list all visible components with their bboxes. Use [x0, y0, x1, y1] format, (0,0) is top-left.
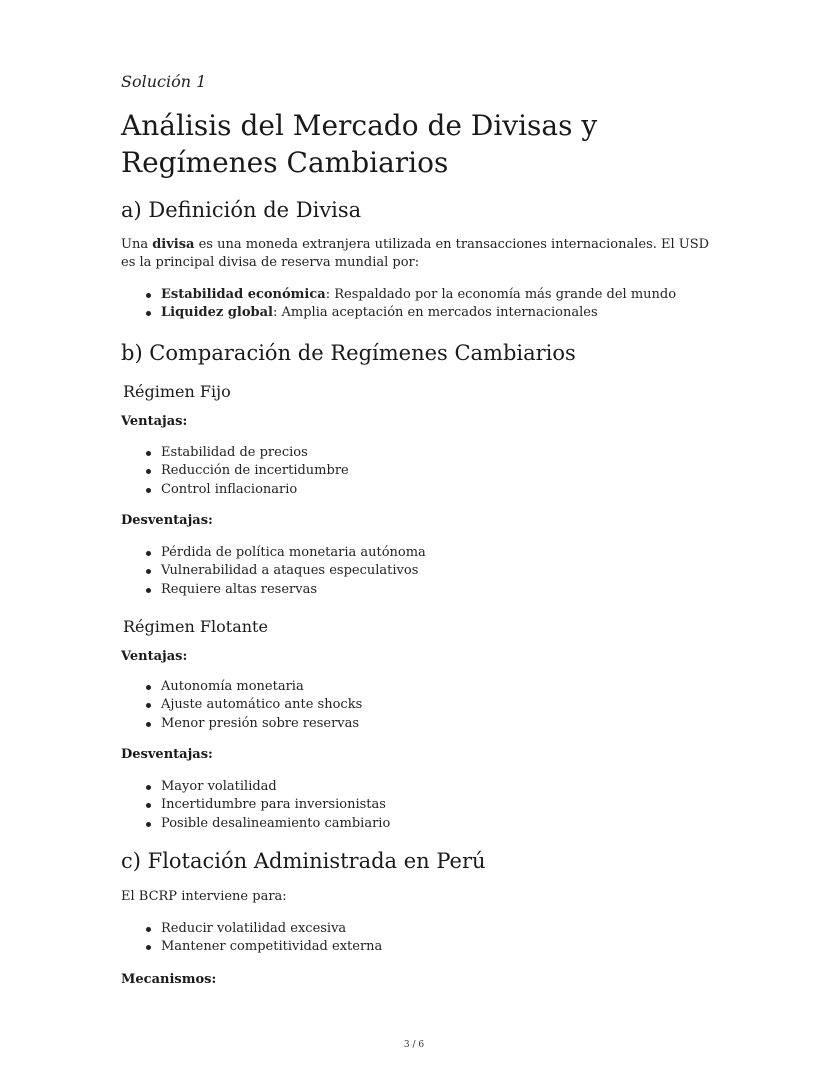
flotante-heading: Régimen Flotante — [123, 617, 268, 636]
flotante-desventajas-label: Desventajas: — [121, 747, 213, 762]
flotante-ventajas-list — [121, 678, 362, 733]
section-a-intro: Una divisa es una moneda extranjera utilizada en transacciones internacionales. El USD es la principal divisa de reserva mundial por: — [121, 237, 710, 270]
list-item: Requiere altas reservas — [121, 581, 426, 599]
list-item: Ajuste automático ante shocks — [121, 696, 362, 714]
page-title: Análisis del Mercado de Divisas y Regímenes Cambiarios — [121, 109, 598, 179]
list-item: Autonomía monetaria — [121, 678, 362, 696]
list-item: Estabilidad económica: Respaldado por la economía más grande del mundo — [121, 286, 676, 304]
fijo-heading: Régimen Fijo — [123, 382, 231, 401]
list-item: Liquidez global: Amplia aceptación en mercados internacionales — [121, 304, 676, 322]
section-a-list — [121, 286, 676, 323]
section-c-list — [121, 920, 382, 957]
list-item: Mantener competitividad externa — [121, 938, 382, 956]
list-item: Reducir volatilidad excesiva — [121, 920, 382, 938]
fijo-desventajas-list — [121, 544, 426, 599]
section-b-heading: b) Comparación de Regímenes Cambiarios — [121, 341, 576, 365]
fijo-ventajas-list — [121, 444, 349, 499]
list-item: Control inflacionario — [121, 481, 349, 499]
solution-label: Solución 1 — [121, 72, 207, 91]
fijo-ventajas-label: Ventajas: — [121, 414, 188, 429]
flotante-desventajas-list — [121, 778, 390, 833]
fijo-desventajas-label: Desventajas: — [121, 513, 213, 528]
flotante-ventajas-label: Ventajas: — [121, 649, 188, 664]
list-item: Pérdida de política monetaria autónoma — [121, 544, 426, 562]
list-item: Incertidumbre para inversionistas — [121, 796, 390, 814]
section-c-heading: c) Flotación Administrada en Perú — [121, 849, 486, 873]
list-item: Estabilidad de precios — [121, 444, 349, 462]
list-item: Posible desalineamiento cambiario — [121, 815, 390, 833]
mecanismos-label: Mecanismos: — [121, 972, 217, 987]
section-a-heading: a) Definición de Divisa — [121, 198, 362, 222]
page-number: 3 / 6 — [403, 1040, 425, 1050]
list-item: Reducción de incertidumbre — [121, 462, 349, 480]
list-item: Vulnerabilidad a ataques especulativos — [121, 562, 426, 580]
list-item: Menor presión sobre reservas — [121, 715, 362, 733]
list-item: Mayor volatilidad — [121, 778, 390, 796]
section-c-intro: El BCRP interviene para: — [121, 889, 287, 904]
